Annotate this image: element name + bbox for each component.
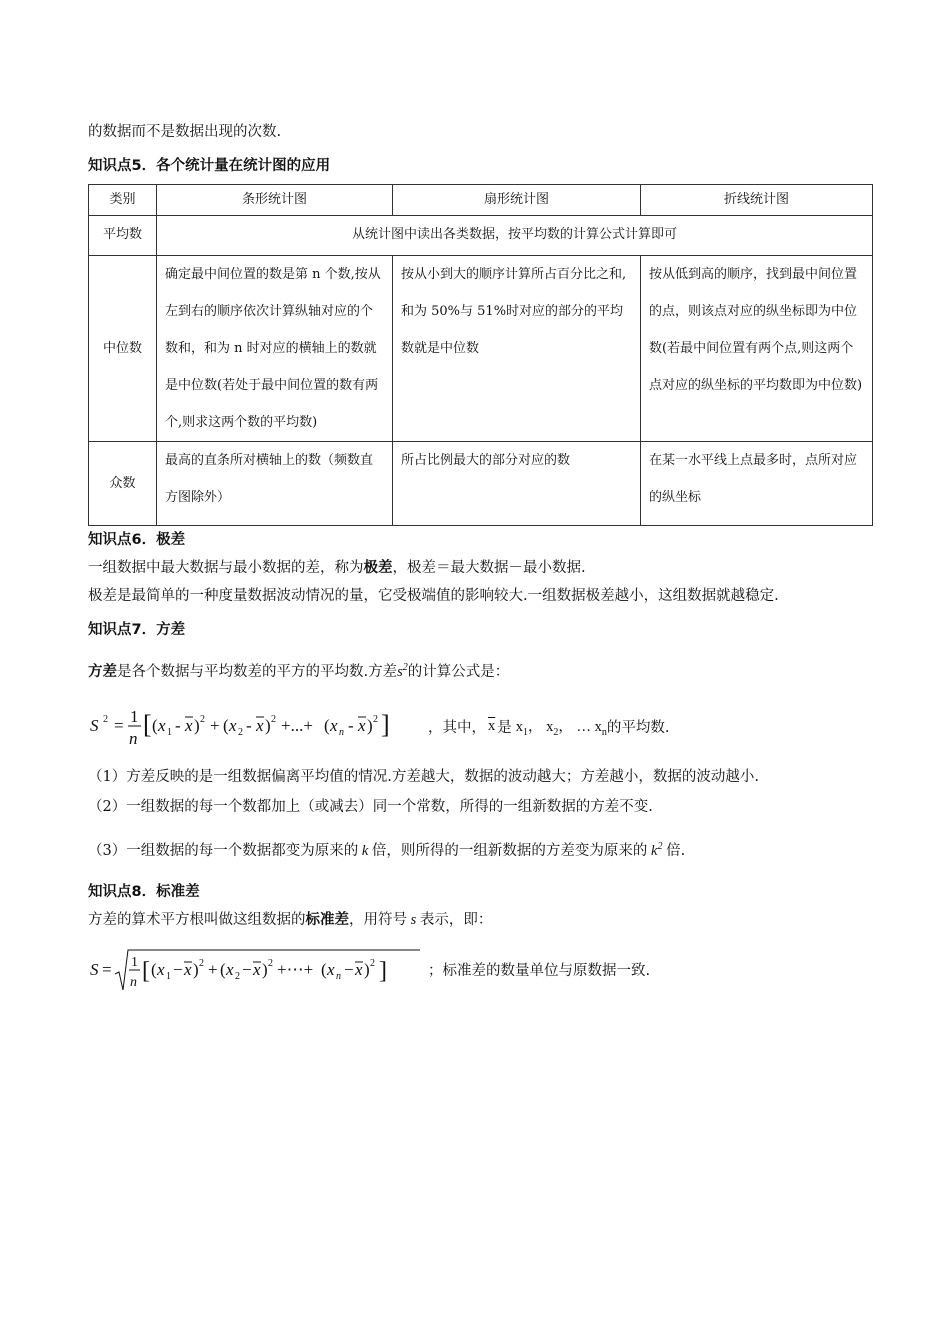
k7-p1: 方差是各个数据与平均数差的平方的平均数.方差$s^2$的计算公式是： — [88, 662, 510, 680]
mean-text: 从统计图中读出各类数据，按平均数的计算公式计算即可 — [157, 216, 873, 256]
k6-p1: 一组数据中最大数据与最小数据的差，称为极差，极差＝最大数据－最小数据. — [88, 559, 586, 576]
k7-item2: （2）一组数据的每一个数都加上（或减去）同一个常数，所得的一组新数据的方差不变. — [88, 798, 653, 815]
median-pie: 按从小到大的顺序计算所占百分比之和,和为 50%与 51%时对应的部分的平均数就是中位数 — [393, 256, 641, 442]
k6-p2: 极差是最简单的一种度量数据波动情况的量，它受极端值的影响较大.一组数据极差越小，这组数据就越稳定. — [88, 588, 779, 604]
svg-text:+: + — [210, 715, 220, 735]
stats-table — [88, 184, 873, 526]
median-label: 中位数 — [89, 256, 157, 442]
svg-text:]: ] — [379, 957, 387, 984]
svg-text:S: S — [90, 715, 99, 735]
svg-text:=: = — [114, 715, 124, 735]
mean-label: 平均数 — [89, 216, 157, 256]
svg-text:x: x — [158, 715, 166, 735]
k8-p1: 方差的算术平方根叫做这组数据的标准差，用符号 s 表示，即： — [88, 910, 493, 928]
svg-text:(: ( — [324, 715, 330, 735]
svg-text:): ) — [364, 959, 370, 979]
svg-text:[: [ — [143, 709, 152, 739]
median-line: 按从低到高的顺序，找到最中间位置的点，则该点对应的纵坐标即为中位数(若最中间位置有两个点,则这两个点对应的纵坐标的平均数即为中位数) — [641, 256, 873, 442]
svg-text:(: ( — [220, 959, 226, 979]
svg-text:2: 2 — [370, 957, 375, 969]
svg-text:2: 2 — [103, 713, 108, 725]
header-bar: 条形统计图 — [157, 185, 393, 216]
svg-text:2: 2 — [235, 970, 240, 982]
svg-text:x: x — [327, 959, 335, 979]
svg-text:): ) — [265, 715, 271, 735]
k7-item3: （3）一组数据的每一个数据都变为原来的 k 倍，则所得的一组新数据的方差变为原来的 $k^2$ 倍. — [88, 840, 686, 859]
header-line: 折线统计图 — [641, 185, 873, 216]
svg-text:x: x — [185, 715, 193, 735]
svg-text:-: - — [246, 715, 252, 735]
k8-title: 知识点8．标准差 — [88, 883, 200, 900]
svg-text:2: 2 — [373, 713, 378, 725]
svg-text:): ) — [262, 959, 268, 979]
header-category: 类别 — [89, 185, 157, 216]
svg-text:1: 1 — [131, 954, 138, 970]
svg-text:x: x — [226, 959, 234, 979]
svg-text:+: + — [208, 959, 218, 979]
intro-tail: 的数据而不是数据出现的次数. — [88, 124, 282, 140]
svg-text:(: ( — [151, 959, 157, 979]
mode-bar: 最高的直条所对横轴上的数（频数直方图除外） — [157, 442, 393, 526]
svg-text:x: x — [358, 715, 366, 735]
mode-label: 众数 — [89, 442, 157, 526]
table-header-row — [89, 185, 873, 216]
table-row-median — [89, 256, 873, 442]
formula-tail: ，其中， — [428, 720, 486, 737]
svg-text:]: ] — [381, 709, 390, 739]
svg-text:(: ( — [223, 715, 229, 735]
svg-text:2: 2 — [268, 957, 273, 969]
svg-text:x: x — [256, 715, 264, 735]
page — [88, 118, 878, 1006]
svg-text:1: 1 — [167, 726, 172, 738]
svg-text:2: 2 — [238, 726, 243, 738]
svg-text:n: n — [130, 974, 137, 990]
svg-text:-: - — [175, 715, 181, 735]
svg-text:): ) — [367, 715, 373, 735]
mode-line: 在某一水平线上点最多时，点所对应的纵坐标 — [641, 442, 873, 526]
k7-item1: （1）方差反映的是一组数据偏离平均值的情况.方差越大，数据的波动越大；方差越小，数据的波动越小. — [88, 768, 759, 785]
svg-text:): ) — [193, 959, 199, 979]
table-row-mean — [89, 216, 873, 256]
variance-formula — [88, 702, 428, 752]
svg-text:(: ( — [321, 959, 327, 979]
svg-text:2: 2 — [271, 713, 276, 725]
svg-text:1: 1 — [130, 706, 139, 726]
svg-text:n: n — [339, 726, 344, 738]
svg-text:x: x — [229, 715, 237, 735]
mode-pie: 所占比例最大的部分对应的数 — [393, 442, 641, 526]
stddev-formula — [88, 944, 428, 996]
svg-text:): ) — [194, 715, 200, 735]
svg-text:−: − — [242, 959, 252, 979]
svg-text:2: 2 — [200, 713, 205, 725]
variance-formula-line: S 2 = 1 n [ ( x 1 - x ) 2 + ( x 2 - x ) 2 +...+ ( x n - x ) 2 ] ，其中， $\overline{x}$ 是 $x_1$， $x_2$， … $x_n$ 的平均数. — [88, 702, 878, 752]
stddev-tail: ；标准差的数量单位与原数据一致. — [428, 963, 651, 980]
svg-text:2: 2 — [199, 957, 204, 969]
svg-text:n: n — [129, 728, 138, 748]
svg-text:n: n — [336, 970, 341, 982]
table-row-mode — [89, 442, 873, 526]
k6-title: 知识点6．极差 — [88, 532, 186, 548]
svg-text:+...+: +...+ — [281, 715, 313, 735]
k5-title: 知识点5．各个统计量在统计图的应用 — [88, 158, 331, 174]
svg-text:1: 1 — [166, 970, 171, 982]
svg-text:-: - — [348, 715, 354, 735]
mean-of: 的平均数. — [606, 720, 670, 737]
svg-text:x: x — [184, 959, 192, 979]
stddev-formula-line — [88, 944, 878, 996]
svg-text:x: x — [330, 715, 338, 735]
is-text: 是 — [497, 720, 512, 737]
svg-text:−: − — [344, 959, 354, 979]
median-bar: 确定最中间位置的数是第 n 个数,按从左到右的顺序依次计算纵轴对应的个数和，和为 n 时对应的横轴上的数就是中位数(若处于最中间位置的数有两个,则求这两个数的平均数) — [157, 256, 393, 442]
svg-text:S: S — [90, 959, 99, 979]
k7-title: 知识点7．方差 — [88, 622, 186, 638]
svg-text:x: x — [253, 959, 261, 979]
svg-text:=: = — [102, 959, 112, 979]
header-pie: 扇形统计图 — [393, 185, 641, 216]
svg-text:x: x — [355, 959, 363, 979]
svg-text:[: [ — [142, 957, 150, 984]
svg-text:(: ( — [152, 715, 158, 735]
svg-text:+⋯+: +⋯+ — [277, 959, 314, 979]
svg-text:−: − — [173, 959, 183, 979]
svg-text:x: x — [157, 959, 165, 979]
